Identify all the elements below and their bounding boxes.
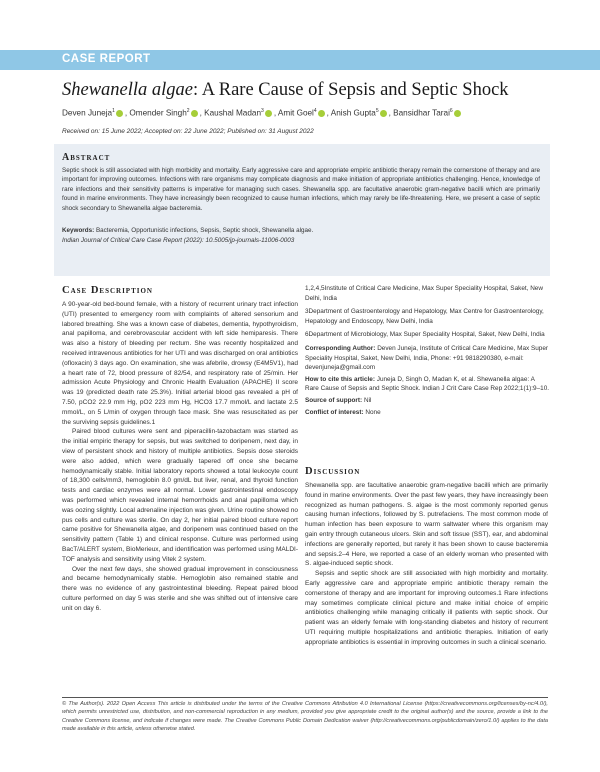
cite-text: Juneja D, Singh O, Madan K, et al. Shewanella algae: A Rare Cause of Sepsis and Septic Shock. Indian J Crit Care Case Rep 2022;1(1):9–10. <box>305 375 550 393</box>
cite-label: How to cite this article: <box>305 375 375 383</box>
case-paragraph-2: Paired blood cultures were sent and piperacillin-tazobactam was started as the initial empiric therapy for sepsis, but was switched to doripenem, next day, in view of persistent shock and history of multiple antibiotics. Sepsis dose steroids were also added, which were gradually tapered off once she became hemodynamically stable. Initial laboratory reports showed a total leukocyte count of 18,300 cells/mm3, hemoglobin 8.0 gm/dL but liver, renal, and thyroid function tests and cardiac enzymes were all normal. Lower gastrointestinal endoscopy was performed which revealed internal hemorrhoids and anal papilloma which was oozing slightly. Local adrenaline injection was given. Urine routine showed no pus cells and culture was sterile. On day 2, her initial paired blood culture report came positive for Shewanella algae, and doripenem was continued based on the sensitivity pattern (Table 1) and clinical response. Culture was performed using BacT/ALERT system, BioMerieux, and identification was performed using MALDI-TOF analysis and sensitivity using Vitek 2 system. <box>62 428 298 563</box>
keywords-label: Keywords: <box>62 227 95 234</box>
corresponding-label: Corresponding Author: <box>305 344 376 352</box>
author-name: Anish Gupta <box>330 108 376 118</box>
case-paragraph-1: A 90-year-old bed-bound female, with a history of recurrent urinary tract infection (UTI) presented to emergency room with complaints of altered sensorium and labored breathing. She was a known case of diabetes, dementia, hypothyroidism, anal papilloma, and cerebrovascular accident with left side hemiparesis. There was also a history of bleeding per rectum. She was recently hospitalized and received intravenous antibiotics for her UTI and was discharged on oral antibiotics (ofloxacin) 3 days ago. On examination, she was afebrile, drowsy (E4M5V1), had a heart rate of 72, blood pressure of 82/54, and respiratory rate of 25/min. Her admission Acute Physiology and Chronic Health Evaluation (APACHE) II score was 19 (predicted death rate 25.3%). Initial arterial blood gas revealed a pH of 7.50, pCO2 22.9 mm Hg, pO2 223 mm Hg, HCO3 17.7 mmol/L and lactate 2.5 mmol/L, on 5 L/min of oxygen through face mask. She was resuscitated as per the surviving sepsis guidelines.1 <box>62 301 298 426</box>
orcid-icon[interactable] <box>265 110 272 117</box>
affiliation-1: 1,2,4,5Institute of Critical Care Medicine, Max Super Speciality Hospital, Saket, New Delhi, India <box>305 285 543 302</box>
corresponding-text: Deven Juneja, Institute of Critical Care Medicine, Max Super Speciality Hospital, Saket, New Delhi, India, Phone: +91 9818290380, e-mail: devenjuneja@gmail.com <box>305 344 549 372</box>
keywords <box>62 226 540 235</box>
author-affiliation-number: 3 <box>261 108 264 114</box>
category-label: CASE REPORT <box>62 53 151 65</box>
author-affiliation-number: 1 <box>112 108 115 114</box>
discussion-column <box>305 481 548 648</box>
keywords-text: Bacteremia, Opportunistic infections, Sepsis, Septic shock, Shewanella algae. <box>95 227 314 234</box>
case-description-column <box>62 300 298 614</box>
orcid-icon[interactable] <box>454 110 461 117</box>
conflict-label: Conflict of interest: <box>305 408 364 416</box>
orcid-icon[interactable] <box>318 110 325 117</box>
affiliations <box>305 284 550 417</box>
case-paragraph-3: Over the next few days, she showed gradual improvement in consciousness and became hemodynamically stable. Hemoglobin also remained stable and there was no evidence of any gastrointestinal bleeding. Repeat paired blood culture performed on day 5 was sterile and she was shifted out of intensive care unit on day 6. <box>62 565 298 612</box>
abstract-box <box>54 144 550 276</box>
author-name: Deven Juneja <box>62 108 113 118</box>
author-name: Bansidhar Tarai <box>393 108 450 118</box>
author-name: Omender Singh <box>129 108 187 118</box>
corresponding-author <box>305 344 550 373</box>
affiliation-3: 6Department of Microbiology, Max Super Speciality Hospital, Saket, New Delhi, India <box>305 331 545 339</box>
title-organism: Shewanella algae <box>62 80 194 100</box>
author-list: Deven Juneja$^1$ , Omender Singh$^2$ , Kaushal Madan$^3$ , Amit Goel$^4$ , Anish Gupta$^5$ , Bansidhar Tarai$^6$ <box>62 108 542 118</box>
affiliation-2: 3Department of Gastroenterology and Hepatology, Max Centre for Gastroenterology, Hepatology and Endoscopy, New Delhi, India <box>305 308 544 325</box>
discussion-paragraph-2: Sepsis and septic shock are still associated with high morbidity and mortality. Early aggressive care and appropriate empiric antibiotic therapy remain the cornerstone of therapy and are important for improving outcomes.1 Rare infections may sometimes complicate clinical picture and make initial choice of empiric antibiotics challenging while managing critically ill patients with septic shock. Our patient was an elderly female with long-standing diabetes and history of recurrent UTI requiring multiple hospitalizations and antibiotic therapies. Initiation of early appropriate antibiotics is essential in improving outcomes in such a clinical scenario. <box>305 570 548 646</box>
support-value: Nil <box>363 396 372 404</box>
abstract-text: Septic shock is still associated with high morbidity and mortality. Early aggressive care and appropriate empiric antibiotic therapy remain the cornerstone of therapy and are important for improving outcomes. Infections with rare organisms may complicate diagnosis and make initiation of appropriate antibiotics challenging. Hence, knowledge of rare infections and their sensitivity patterns is imperative for managing such cases. Shewanella spp. are facultative anaerobic gram-negative bacilli which are primarily found in marine environments. They have increasingly been recognized to cause human infections, which may rarely be life-threatening. Here, we present a case of septic shock secondary to Shewanella algae bacteremia. <box>62 167 540 212</box>
title-rest: : A Rare Cause of Sepsis and Septic Shock <box>193 80 509 100</box>
abstract-heading: Abstract <box>62 152 111 163</box>
orcid-icon[interactable] <box>116 110 123 117</box>
author-name: Kaushal Madan <box>204 108 262 118</box>
source-of-support <box>305 396 550 406</box>
discussion-heading: Discussion <box>305 466 361 477</box>
conflict-value: None <box>365 408 381 416</box>
author-affiliation-number: 6 <box>449 108 453 114</box>
how-to-cite <box>305 375 550 394</box>
support-label: Source of support: <box>305 396 363 404</box>
conflict-of-interest <box>305 408 550 418</box>
orcid-icon[interactable] <box>191 110 198 117</box>
author-name: Amit Goel <box>277 108 314 118</box>
case-report-banner <box>0 50 600 70</box>
orcid-icon[interactable] <box>380 110 387 117</box>
journal-citation: Indian Journal of Critical Care Case Report (2022): 10.5005/jp-journals-11006-0003 <box>62 237 295 244</box>
article-title <box>62 80 562 101</box>
discussion-paragraph-1: Shewanella spp. are facultative anaerobic gram-negative bacilli which are primarily found in marine environments. Over the past few years, they have increasingly been recognized as human pathogens. S. algae is the most commonly reported genus causing human infections, followed by S. putrefaciens. The most common mode of human infection has been exposure to warm saltwater where this organism may gain entry through cutaneous ulcers. Skin and soft tissue (SST), ear, and abdominal infections are generally reported, but rarely it has been shown to cause bacteremia and sepsis.2–4 Here, we reported a case of an elderly woman who presented with S. algae-induced septic shock. <box>305 482 548 568</box>
author-affiliation-number: 5 <box>375 108 379 114</box>
author-affiliation-number: 4 <box>313 108 317 114</box>
case-description-heading: Case Description <box>62 285 153 296</box>
author-affiliation-number: 2 <box>186 108 190 114</box>
license-statement: © The Author(s). 2022 Open Access This article is distributed under the terms of the Creative Commons Attribution 4.0 International License (https://creativecommons.org/licenses/by-nc/4.0/), which permits unrestricted use, distribution, and non-commercial reproduction in any medium, provided you give appropriate credit to the original author(s) and the source, provide a link to the Creative Commons license, and indicate if changes were made. The Creative Commons Public Domain Dedication waiver (http://creativecommons.org/publicdomain/zero/1.0/) applies to the data made available in this article, unless otherwise stated. <box>62 701 548 733</box>
publication-dates: Received on: 15 June 2022; Accepted on: 22 June 2022; Published on: 31 August 2022 <box>62 128 314 135</box>
footer-rule <box>62 697 548 698</box>
